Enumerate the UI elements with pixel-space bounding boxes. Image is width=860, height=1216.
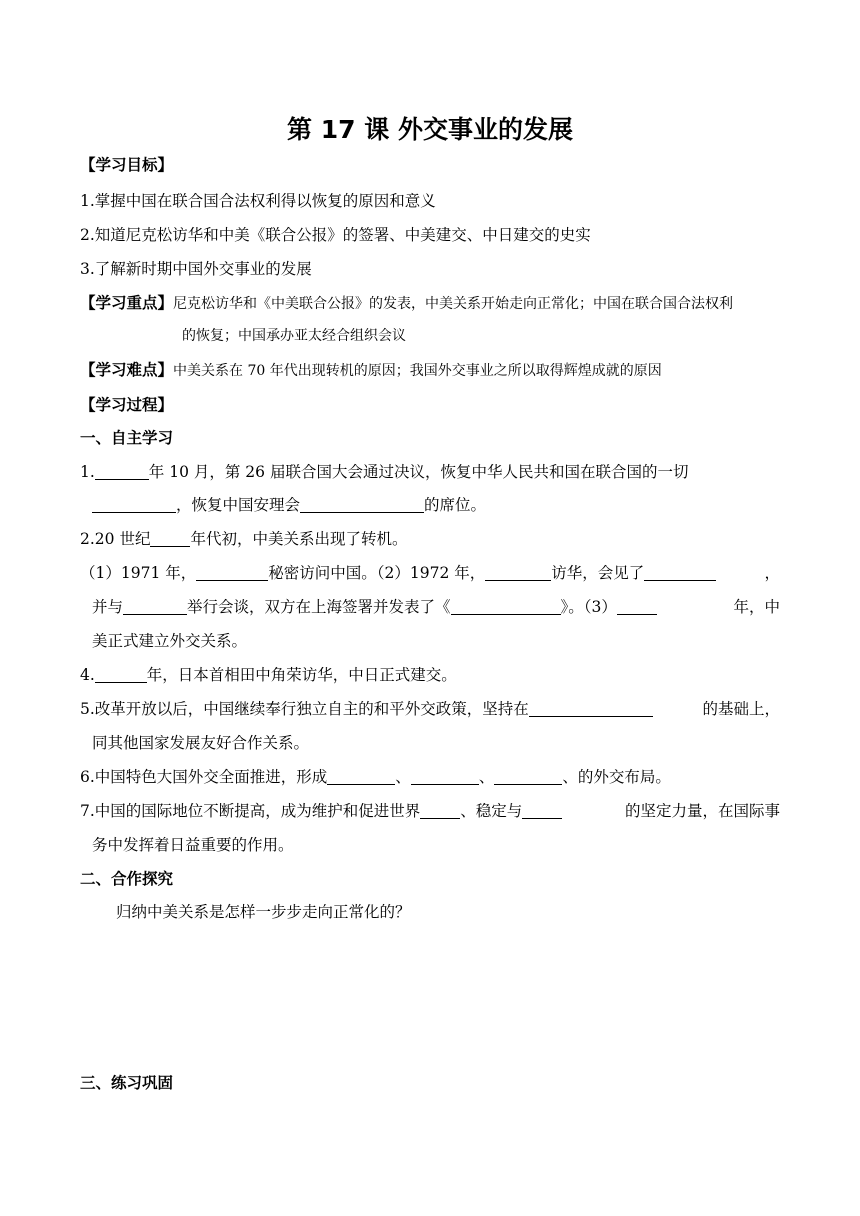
answer-blank[interactable] bbox=[327, 768, 395, 785]
q7-text-2: 、稳定与 bbox=[460, 802, 523, 820]
question-1-line2 bbox=[92, 495, 780, 515]
q5-text-2: 的基础上， bbox=[702, 700, 780, 718]
question-7-line2: 务中发挥着日益重要的作用。 bbox=[92, 836, 294, 854]
q6-text-2: 、的外交布局。 bbox=[562, 768, 671, 786]
q4-number: 4. bbox=[80, 666, 95, 684]
section1-heading: 一、自主学习 bbox=[80, 429, 174, 447]
q5-text: 5.改革开放以后，中国继续奉行独立自主的和平外交政策，坚持在 bbox=[80, 700, 529, 718]
q6-text: 6.中国特色大国外交全面推进，形成 bbox=[80, 768, 328, 786]
difficulties bbox=[80, 360, 780, 381]
page-title: 第 17 课 外交事业的发展 bbox=[287, 115, 573, 144]
answer-blank[interactable] bbox=[95, 463, 149, 480]
difficulties-text: 中美关系在 70 年代出现转机的原因；我国外交事业之所以取得辉煌成就的原因 bbox=[173, 363, 662, 379]
q7-text: 7.中国的国际地位不断提高，成为维护和促进世界 bbox=[80, 802, 421, 820]
q1-text-3: 的席位。 bbox=[424, 496, 487, 514]
section2-question: 归纳中美关系是怎样一步步走向正常化的？ bbox=[116, 903, 411, 921]
answer-blank[interactable] bbox=[196, 564, 268, 581]
answer-blank[interactable] bbox=[411, 768, 479, 785]
question-2 bbox=[80, 529, 780, 549]
q3-text-6: 》。（3） bbox=[560, 598, 617, 616]
objective-item-2: 2.知道尼克松访华和中美《联合公报》的签署、中美建交、中日建交的史实 bbox=[80, 226, 591, 244]
answer-blank[interactable] bbox=[529, 700, 653, 717]
section3-heading: 三、练习巩固 bbox=[80, 1074, 174, 1092]
answer-blank[interactable] bbox=[95, 666, 147, 683]
q7-text-3: 的坚定力量，在国际事 bbox=[624, 802, 780, 820]
key-points-line1: 尼克松访华和《中美联合公报》的发表，中美关系开始走向正常化；中国在联合国合法权利 bbox=[173, 296, 734, 312]
answer-blank[interactable] bbox=[494, 768, 562, 785]
question-5-line1 bbox=[80, 699, 780, 719]
objective-item-3: 3.了解新时期中国外交事业的发展 bbox=[80, 260, 312, 278]
answer-blank[interactable] bbox=[92, 496, 176, 513]
question-3-line3: 美正式建立外交关系。 bbox=[92, 632, 248, 650]
key-points bbox=[80, 293, 780, 314]
q3-text-2: 秘密访问中国。（2）1972 年， bbox=[268, 564, 486, 582]
q1-number: 1. bbox=[80, 463, 95, 481]
q2-text-2: 年代初，中美关系出现了转机。 bbox=[190, 530, 408, 548]
question-4 bbox=[80, 665, 780, 685]
question-7-line1 bbox=[80, 801, 780, 821]
q3-text: （1）1971 年， bbox=[80, 564, 197, 582]
process-heading: 【学习过程】 bbox=[80, 396, 174, 414]
q3-text-3: 访华，会见了 bbox=[551, 564, 645, 582]
objectives-heading: 【学习目标】 bbox=[80, 156, 174, 174]
q3-text-5: 举行会谈，双方在上海签署并发表了《 bbox=[187, 598, 451, 616]
question-1-line1 bbox=[80, 462, 780, 482]
q3-text-4: 并与 bbox=[92, 598, 124, 616]
answer-blank[interactable] bbox=[123, 598, 187, 615]
answer-blank[interactable] bbox=[300, 496, 424, 513]
q1-text: 年 10 月，第 26 届联合国大会通过决议，恢复中华人民共和国在联合国的一切 bbox=[148, 463, 689, 481]
q3-comma: ， bbox=[764, 564, 780, 582]
key-points-line2: 的恢复；中国承办亚太经合组织会议 bbox=[182, 328, 406, 344]
key-points-label: 【学习重点】 bbox=[80, 294, 174, 312]
q6-sep-2: 、 bbox=[478, 768, 495, 786]
q6-sep: 、 bbox=[395, 768, 411, 786]
difficulties-label: 【学习难点】 bbox=[80, 361, 174, 379]
answer-blank[interactable] bbox=[150, 530, 190, 547]
answer-blank[interactable] bbox=[451, 598, 561, 615]
answer-blank[interactable] bbox=[644, 564, 716, 581]
answer-blank[interactable] bbox=[420, 802, 460, 819]
question-3-line2 bbox=[92, 597, 780, 617]
answer-blank[interactable] bbox=[617, 598, 657, 615]
question-6 bbox=[80, 767, 780, 787]
section2-heading: 二、合作探究 bbox=[80, 870, 174, 888]
q4-text: 年，日本首相田中角荣访华，中日正式建交。 bbox=[146, 666, 457, 684]
q2-text: 2.20 世纪 bbox=[80, 530, 151, 548]
objective-item-1: 1.掌握中国在联合国合法权利得以恢复的原因和意义 bbox=[80, 192, 436, 210]
question-5-line2: 同其他国家发展友好合作关系。 bbox=[92, 734, 310, 752]
q1-text-2: ，恢复中国安理会 bbox=[176, 496, 301, 514]
answer-blank[interactable] bbox=[522, 802, 562, 819]
question-3-line1 bbox=[80, 563, 780, 583]
q3-text-7: 年，中 bbox=[733, 598, 780, 616]
answer-blank[interactable] bbox=[485, 564, 551, 581]
